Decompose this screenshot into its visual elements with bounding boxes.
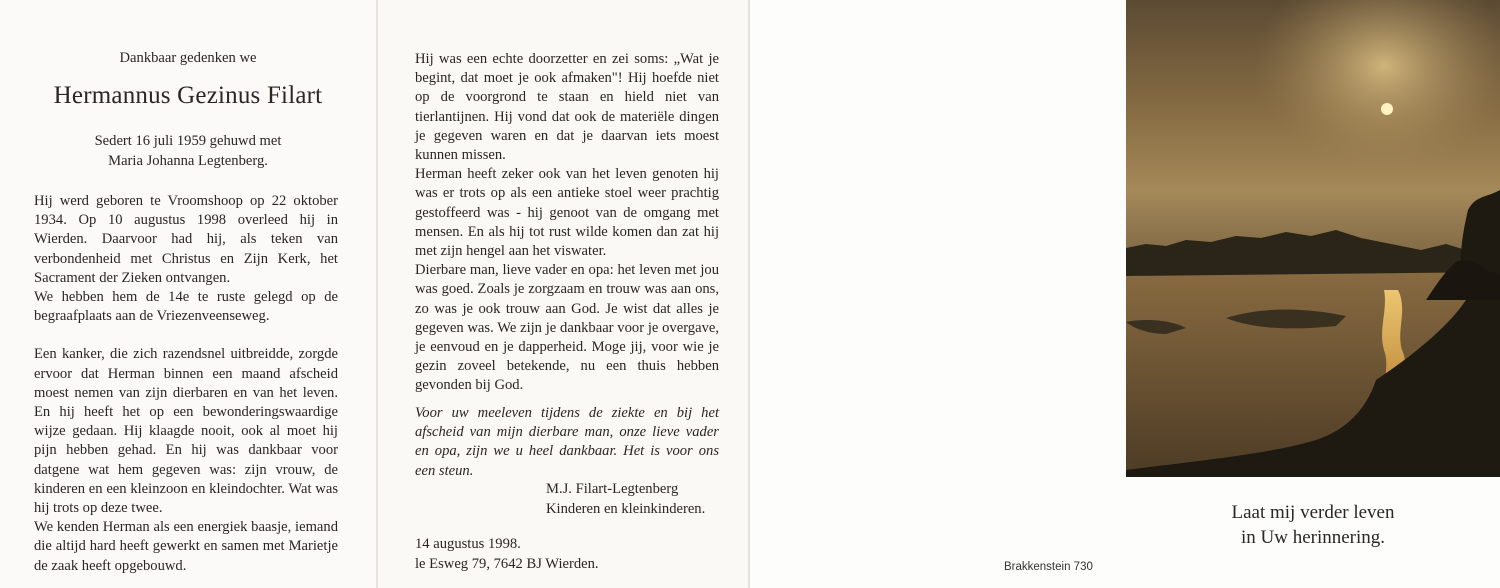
signature [546, 480, 705, 519]
biography-paragraph-4: We kenden Herman als een energiek baasje, iemand die altijd hard heeft gewerkt en samen met Marietje de zaak heeft opgebouwd. [34, 519, 338, 574]
memorial-verse [1126, 500, 1500, 550]
memorial-paragraph-2: Herman heeft zeker ook van het leven genoten hij was er trots op als een antieke stoel weer prachtig gestoffeerd was - hij genoot van de omgang met mensen. En als hij tot rust wilde komen dan zat hij met zijn hengel aan het viswater. [415, 166, 719, 260]
printer-code: Brakkenstein 730 [1004, 561, 1093, 573]
deceased-name: Hermannus Gezinus Filart [53, 82, 323, 109]
marriage-info [0, 132, 376, 171]
biography-paragraph-3: Een kanker, die zich razendsnel uitbreidde, zorgde ervoor dat Herman binnen een maand afscheid moest nemen van zijn dierbaren en van het leven. En hij heeft het op een bewonderingswaardige wijze gedaan. Hij klaagde nooit, ook al moet hij pijn hebben gehad. En hij was dankbaar voor datgene wat hem gegeven was: zijn vrouw, de kinderen en een kleinzoon en kleindochter. Wat was hij trots op deze twee. [34, 346, 338, 517]
marriage-line-2: Maria Johanna Legtenberg. [108, 152, 268, 169]
date-line: 14 augustus 1998. [415, 536, 521, 552]
signature-name: M.J. Filart-Legtenberg [546, 481, 679, 497]
marriage-line-1: Sedert 16 juli 1959 gehuwd met [94, 133, 282, 149]
intro-line: Dankbaar gedenken we [119, 50, 257, 66]
verse-line-1: Laat mij verder leven [1231, 502, 1395, 523]
memorial-paragraph-1: Hij was een echte doorzetter en zei soms: „Wat je begint, dat moet je ook afmaken"! Hij hoefde niet op de voorgrond te staan en hield niet van tierlantijnen. Hij vond dat ook de materiële dingen je gegeven waren en dat je daarvan iets moest kunnen missen. [415, 51, 719, 164]
middle-text-panel [378, 0, 750, 588]
verse-line-2: in Uw herinnering. [1240, 527, 1386, 548]
left-text-panel [0, 0, 376, 588]
memorial-text [415, 50, 719, 396]
biography-paragraph-2: We hebben hem de 14e te ruste gelegd op de begraafplaats aan de Vriezenveenseweg. [34, 289, 338, 325]
biography-paragraph-1: Hij werd geboren te Vroomshoop op 22 oktober 1934. Op 10 augustus 1998 overleed hij in Wierden. Daarvoor had hij, als teken van verbondenheid met Christus en Zijn Kerk, het Sacrament der Zieken ontvangen. [34, 193, 338, 286]
photo-panel [1126, 0, 1500, 588]
address-line: le Esweg 79, 7642 BJ Wierden. [415, 555, 599, 572]
signature-family: Kinderen en kleinkinderen. [546, 500, 706, 517]
biography-text [34, 192, 338, 576]
blank-panel [750, 0, 1126, 588]
sunset-river-photo-icon [1126, 0, 1500, 477]
date-address [415, 535, 599, 574]
memorial-paragraph-3: Dierbare man, lieve vader en opa: het leven met jou was goed. Zoals je zorgzaam en trouw was aan ons, zo was je ook trouw aan God. Je wist dat alles je gegeven was. We zijn je dankbaar voor je overgave, je eenvoud en je dapperheid. Moge jij, voor wie je gezin zoveel betekende, nu een thuis hebben gevonden bij God. [415, 262, 719, 394]
thanks-note: Voor uw meeleven tijdens de ziekte en bij het afscheid van mijn dierbare man, onze lieve vader en opa, zijn we u heel dankbaar. Het is voor ons een steun. [415, 405, 719, 479]
